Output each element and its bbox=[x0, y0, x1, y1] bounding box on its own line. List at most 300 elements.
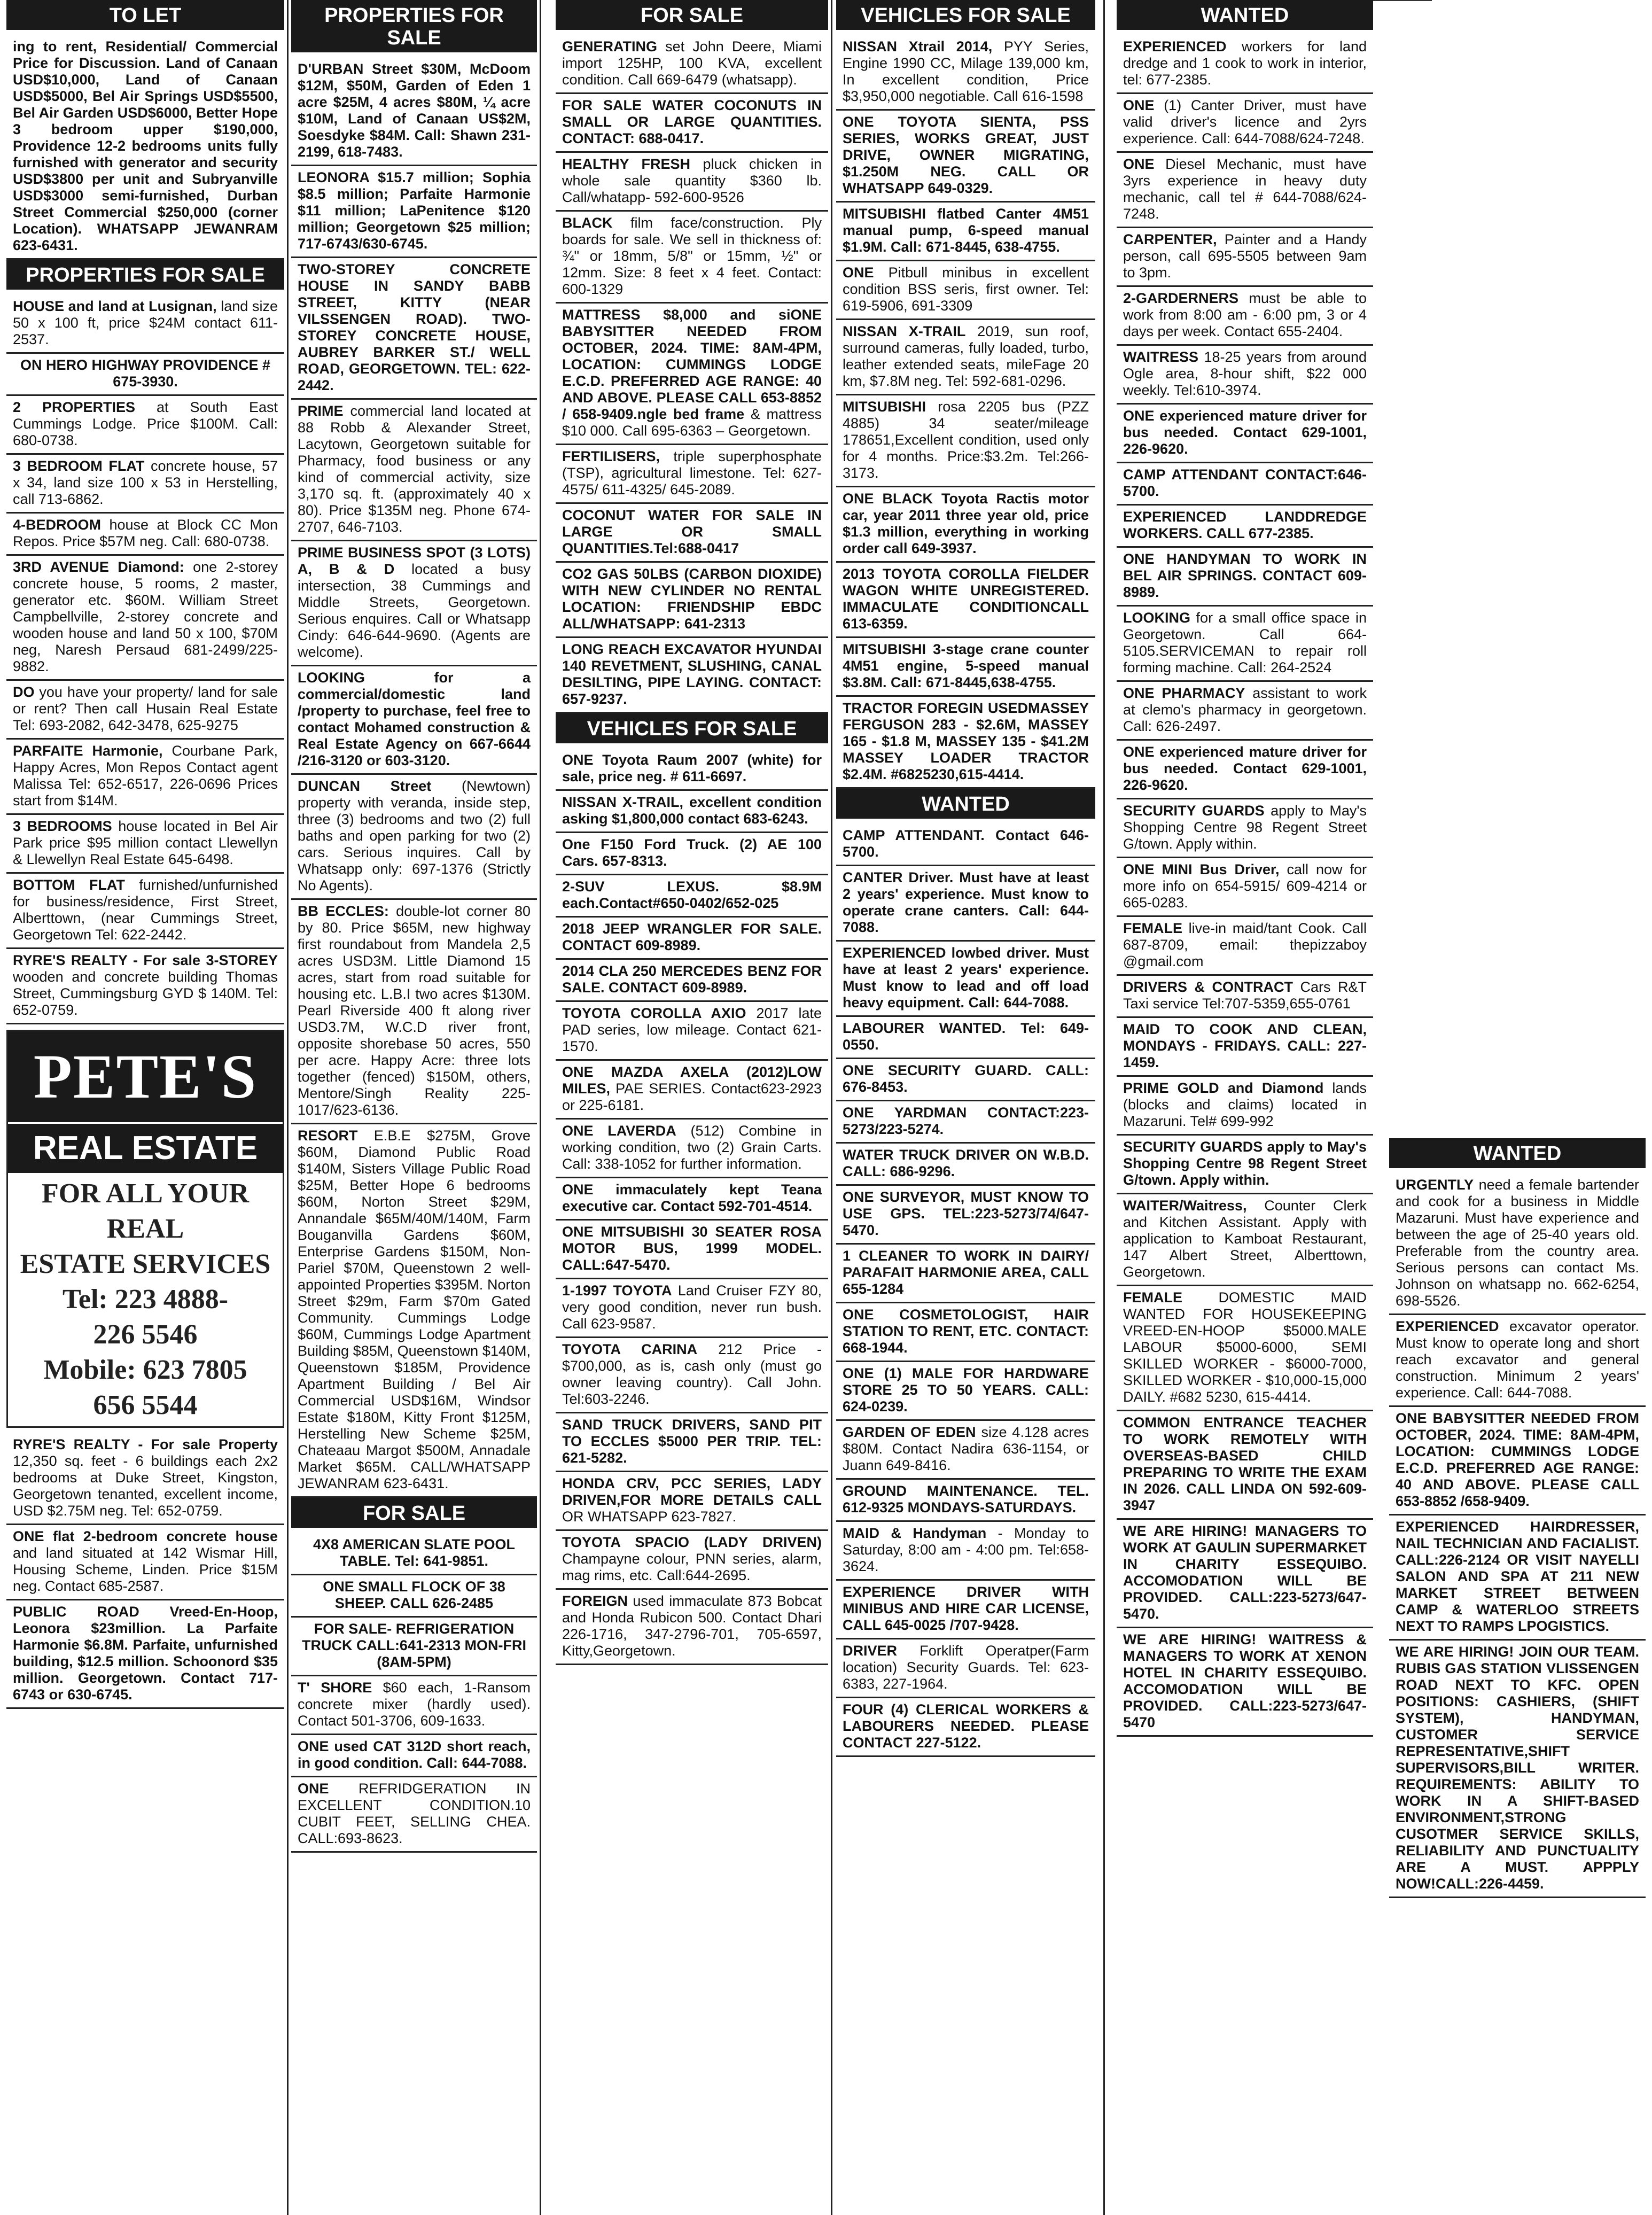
ad-body-text: at South East Cummings Lodge. Price $100M. Call: 680-0738. bbox=[13, 399, 278, 448]
classified-ad bbox=[556, 638, 828, 713]
ad-body-text: double-lot corner 80 by 80. Price $65M, new highway first roundabout from Mandela 2,5 acres USD3M. Little Diamond 15 acres, start from road suitable for housing etc. L.B.I two acres $130M. Pearl Riverside 400 ft along river USD3.7M, W.C.D river front, opposite shorebase 50 acres, 550 per acre. Happy Acre: three lots together (fenced) $150M, others, Mentore/Singh Reality 225-1017/623-6136. bbox=[298, 903, 531, 1118]
classified-ad bbox=[6, 35, 284, 260]
classified-ad bbox=[291, 400, 537, 541]
ad-lead-text: 3RD AVENUE Diamond: bbox=[13, 559, 184, 575]
ad-body-text: need a female bartender and cook for a business in Middle Mazaruni. Must have experience and between the age of 25-40 years old. Preferable from the country area. Serious persons can contact Ms. Johnson on whatsapp no. 662-6254, 698-5526. bbox=[1396, 1177, 1639, 1309]
classified-ad bbox=[556, 875, 828, 918]
ad-lead-text: FEMALE bbox=[1123, 1289, 1182, 1305]
ad-body-text: LOOKING for a commercial/domestic land /property to purchase, feel free to contact Mohamed construction & Real Estate Agency on 667-6644 /216-3120 or 603-3120. bbox=[298, 670, 531, 768]
ad-body-text: set John Deere, Miami import 125HP, 100 KVA, excellent condition. Call 669-6479 (whatsapp). bbox=[562, 38, 822, 88]
ad-lead-text: MATTRESS $8,000 and siONE BABYSITTER NEEDED FROM OCTOBER, 2024. TIME: 8AM-4PM, LOCATION: CUMMINGS LODGE E.C.D. PREFERRED AGE RANGE: 40 AND ABOVE. PLEASE CALL 653-8852 / 658-9409.ngle bed frame bbox=[562, 307, 822, 422]
ad-body-text: MITSUBISHI flatbed Canter 4M51 manual pump, 6-speed manual $1.9M. Call: 671-8445, 638-4755. bbox=[843, 206, 1089, 255]
ad-body-text: ONE Toyota Raum 2007 (white) for sale, price neg. # 611-6697. bbox=[562, 752, 822, 784]
classified-ad bbox=[1389, 1641, 1646, 1898]
ad-body-text: COCONUT WATER FOR SALE IN LARGE OR SMALL QUANTITIES.Tel:688-0417 bbox=[562, 507, 822, 556]
ad-body-text: and land situated at 142 Wismar Hill, Housing Scheme, Linden. Price $15M neg. Contact 685-2587. bbox=[13, 1545, 278, 1594]
ad-body-text: Diesel Mechanic, must have 3yrs experience in heavy duty mechanic, call tel # 644-7088/624-7248. bbox=[1123, 156, 1367, 222]
ad-lead-text: TOYOTA CARINA bbox=[562, 1341, 698, 1357]
classified-ad bbox=[1117, 976, 1373, 1018]
ad-body-text: ONE immaculately kept Teana executive car. Contact 592-701-4514. bbox=[562, 1182, 822, 1214]
ad-body-text: SECURITY GUARDS apply to May's Shopping Centre 98 Regent Street G/town. Apply within. bbox=[1123, 1139, 1367, 1188]
classified-ad bbox=[556, 1413, 828, 1472]
section-header: PROPERTIES FOR SALE bbox=[6, 260, 284, 290]
classified-ad bbox=[836, 320, 1095, 395]
classified-ad bbox=[1117, 1286, 1373, 1411]
classified-ad bbox=[836, 1245, 1095, 1303]
classified-ad bbox=[6, 815, 284, 874]
classified-ad bbox=[1117, 463, 1373, 506]
ad-lead-text: ONE bbox=[843, 265, 874, 281]
classified-ad bbox=[1117, 548, 1373, 607]
classified-ad bbox=[1117, 607, 1373, 682]
ad-body-text: Pitbull minibus in excellent condition BSS seris, first owner. Tel: 619-5906, 691-3309 bbox=[843, 265, 1089, 314]
ad-body-text: house at Block CC Mon Repos. Price $57M neg. Call: 680-0738. bbox=[13, 517, 278, 549]
ad-body-text: LEONORA $15.7 million; Sophia $8.5 million; Parfaite Harmonie $11 million; LaPenitence $120 million; Georgetown $25 million; 717-6743/630-6745. bbox=[298, 169, 531, 252]
classified-ad bbox=[1117, 35, 1373, 94]
column-6 bbox=[1389, 0, 1646, 2215]
classified-ad bbox=[836, 1144, 1095, 1186]
classified-ad bbox=[6, 1600, 284, 1709]
ad-body-text: PUBLIC ROAD Vreed-En-Hoop, Leonora $23million. La Parfaite Harmonie $6.8M. Parfaite, unfurnished building, $12.5 million. Schoonord $35 million. Georgetown. Contact 717-6743 or 630-6745. bbox=[13, 1604, 278, 1703]
classified-ad bbox=[836, 1581, 1095, 1639]
classified-ad bbox=[1389, 1173, 1646, 1315]
classified-ad bbox=[1117, 741, 1373, 799]
ad-body-text: workers for land dredge and 1 cook to work in interior, tel: 677-2385. bbox=[1123, 38, 1367, 88]
ad-body-text: ONE experienced mature driver for bus needed. Contact 629-1001, 226-9620. bbox=[1123, 744, 1367, 793]
ad-lead-text: EXPERIENCED bbox=[1396, 1318, 1499, 1334]
ad-body-text: SAND TRUCK DRIVERS, SAND PIT TO ECCLES $5000 PER TRIP. TEL: 621-5282. bbox=[562, 1417, 822, 1466]
classified-ad bbox=[1117, 858, 1373, 917]
ad-body-text: WE ARE HIRING! JOIN OUR TEAM. RUBIS GAS STATION VLISSENGEN ROAD NEXT TO KFC. OPEN POSITIONS: CASHIERS, (SHIFT SYSTEM), HANDYMAN, CUSTOMER SERVICE REPRESENTATIVE,SHIFT SUPERVISORS,BILL WRITER. REQUIREMENTS: ABILITY TO WORK IN A SHIFT-BASED ENVIRONMENT,STRONG CUSOTMER SERVICE SKILLS, RELIABILITY AND PUNCTUALITY ARE A MUST. APPPLY NOW!CALL:226-4459. bbox=[1396, 1644, 1639, 1892]
ad-body-text: concrete house, 57 x 34, land size 100 x 53 in Herstelling, call 713-6862. bbox=[13, 458, 278, 507]
classified-ad bbox=[556, 1120, 828, 1178]
ad-lead-text: DRIVER bbox=[843, 1643, 898, 1659]
classified-ad bbox=[6, 1525, 284, 1600]
ad-body-text: ONE BLACK Toyota Ractis motor car, year 2011 three year old, price $1.3 million, everything in working order call 649-3937. bbox=[843, 491, 1089, 556]
classified-ad bbox=[1389, 1315, 1646, 1407]
ad-lead-text: ONE flat 2-bedroom concrete house bbox=[13, 1528, 278, 1544]
ad-body-text: PAE SERIES. Contact623-2923 or 225-6181. bbox=[562, 1081, 822, 1113]
ad-body-text: MAID TO COOK AND CLEAN, MONDAYS - FRIDAYS. CALL: 227-1459. bbox=[1123, 1021, 1367, 1070]
ad-body-text: 2-SUV LEXUS. $8.9M each.Contact#650-0402/652-025 bbox=[562, 879, 822, 911]
classified-ad bbox=[291, 1777, 537, 1853]
column-4 bbox=[836, 0, 1095, 2215]
classified-ad bbox=[1117, 682, 1373, 741]
column-rule bbox=[540, 0, 541, 2215]
classified-ad bbox=[6, 874, 284, 949]
classified-ad bbox=[1117, 1018, 1373, 1077]
ad-body-text: film face/construction. Ply boards for sale. We sell in thickness of: ¾" or 18mm, 5/8" or 15mm, ½" or 12mm. Size: 8 feet x 4 feet. Contact: 600-1329 bbox=[562, 215, 822, 297]
classified-ad bbox=[556, 960, 828, 1002]
classified-ad bbox=[291, 541, 537, 666]
column-rule bbox=[287, 0, 289, 2215]
ad-lead-text: 2-GARDERNERS bbox=[1123, 290, 1239, 306]
advert-line: FOR ALL YOUR REAL bbox=[41, 1178, 250, 1244]
ad-body-text: located a busy intersection, 38 Cummings and Middle Streets, Georgetown. Serious enquires. Call or Whatsapp Cindy: 646-644-9690. (Agents are welcome). bbox=[298, 561, 531, 660]
advert-line: 656 5544 bbox=[93, 1390, 198, 1420]
ad-body-text: OR WHATSAPP 623-7827. bbox=[562, 1509, 737, 1525]
classified-ad bbox=[836, 1639, 1095, 1698]
classified-ad bbox=[836, 1017, 1095, 1059]
classified-ad bbox=[6, 556, 284, 681]
ad-body-text: ONE TOYOTA SIENTA, PSS SERIES, WORKS GREAT, JUST DRIVE, OWNER MIGRATING, $1.250M NEG. CALL OR WHATSAPP 649-0329. bbox=[843, 114, 1089, 196]
ad-body-text: CANTER Driver. Must have at least 2 years' experience. Must know to operate crane canters. Call: 644-7088. bbox=[843, 869, 1089, 935]
section-header: TO LET bbox=[6, 0, 284, 30]
ad-lead-text: 3 BEDROOMS bbox=[13, 818, 112, 834]
ad-lead-text: TOYOTA COROLLA AXIO bbox=[562, 1005, 746, 1021]
ad-lead-text: NISSAN X-TRAIL bbox=[843, 323, 966, 339]
ad-body-text: DOMESTIC MAID WANTED FOR HOUSEKEEPING VREED-EN-HOOP $5000.MALE LABOUR $5000-6000, SEMI SKILLED WORKER - $6000-7000, SKILLED WORKER - $10,000-15,000 DAILY. #682 5230, 615-4414. bbox=[1123, 1289, 1367, 1405]
section-header: VEHICLES FOR SALE bbox=[836, 0, 1095, 30]
classified-ad bbox=[1117, 1628, 1373, 1737]
ad-body-text: ing to rent, Residential/ Commercial Price for Discussion. Land of Canaan USD$10,000, Land of Canaan USD$5000, Bel Air Springs USD$5500, Bel Air Garden USD$6000, Better Hope 3 bedroom upper $190,000, Providence 12-2 bedrooms units fully furnished with generator and security USD$3800 per unit and Subryanville USD$3000 semi-furnished, Durban Street Commercial $250,000 (corner Location). WHATSAPP JEWANRAM 623-6431. bbox=[13, 38, 278, 253]
ad-body-text: one 2-storey concrete house, 5 rooms, 2 master, generator etc. $60M. William Street Campbellville, 2-storey concrete and wooden house and land 50 x 100, $70M neg, Naresh Persaud 681-2499/225-9882. bbox=[13, 559, 278, 674]
classified-ad bbox=[556, 153, 828, 212]
ad-body-text: ONE SURVEYOR, MUST KNOW TO USE GPS. TEL:223-5273/74/647-5470. bbox=[843, 1189, 1089, 1238]
classified-ad bbox=[1117, 1136, 1373, 1194]
ad-body-text: used immaculate 873 Bobcat and Honda Rubicon 500. Contact Dhari 226-1716, 347-2796-701, 705-6597, Kitty,Georgetown. bbox=[562, 1593, 822, 1659]
classified-ad bbox=[556, 918, 828, 960]
petes-real-estate-advert bbox=[6, 1030, 284, 1428]
advert-line: 226 5546 bbox=[93, 1319, 198, 1350]
ad-body-text: ONE HANDYMAN TO WORK IN BEL AIR SPRINGS. CONTACT 609-8989. bbox=[1123, 551, 1367, 600]
ad-body-text: Cars R&T Taxi service Tel:707-5359,655-0761 bbox=[1123, 979, 1367, 1012]
ad-lead-text: EXPERIENCED bbox=[1123, 38, 1227, 55]
classified-ad bbox=[556, 1472, 828, 1531]
ad-lead-text: GARDEN OF EDEN bbox=[843, 1424, 976, 1440]
classified-ad bbox=[556, 1178, 828, 1221]
classified-ad bbox=[836, 1522, 1095, 1581]
ad-lead-text: SECURITY GUARDS bbox=[1123, 803, 1265, 819]
section-header: WANTED bbox=[1117, 0, 1373, 30]
ad-body-text: must be able to work from 8:00 am - 6:00 pm, 3 or 4 days per week. Contact 655-2404. bbox=[1123, 290, 1367, 339]
ad-body-text: WE ARE HIRING! WAITRESS & MANAGERS TO WORK AT XENON HOTEL IN CHARITY ESSEQUIBO. ACCOMODATION WILL BE PROVIDED. CALL:223-5273/647-5470 bbox=[1123, 1631, 1367, 1730]
classified-ad bbox=[556, 749, 828, 791]
ad-body-text: 212 Price - $700,000, as is, cash only (must go owner leaving country). Call John. Tel:603-2246. bbox=[562, 1341, 822, 1407]
ad-lead-text: FERTILISERS, bbox=[562, 448, 660, 464]
ad-lead-text: ONE MAZDA AXELA (2012)LOW MILES, bbox=[562, 1064, 822, 1097]
ad-body-text: Courbane Park, Happy Acres, Mon Repos Contact agent Malissa Tel: 652-6517, 226-0696 Prices start from $14M. bbox=[13, 743, 278, 809]
classified-ad bbox=[291, 1124, 537, 1498]
ad-body-text: 2018 JEEP WRANGLER FOR SALE. CONTACT 609-8989. bbox=[562, 921, 822, 953]
ad-body-text: LABOURER WANTED. Tel: 649-0550. bbox=[843, 1020, 1089, 1053]
ad-body-text: excavator operator. Must know to operate long and short reach excavator and general construction. Minimum 2 years' experience. Call: 644-7088. bbox=[1396, 1318, 1639, 1401]
ad-body-text: live-in maid/tant Cook. Call 687-8709, email: thepizzaboy @gmail.com bbox=[1123, 920, 1367, 969]
ad-lead-text: 1-1997 TOYOTA bbox=[562, 1283, 672, 1299]
classified-ad bbox=[1117, 917, 1373, 976]
ad-lead-text: MAID & Handyman bbox=[843, 1525, 987, 1541]
ad-lead-text: URGENTLY bbox=[1396, 1177, 1474, 1193]
ad-body-text: Painter and a Handy person, call 695-5505 between 9am to 3pm. bbox=[1123, 231, 1367, 281]
column-1 bbox=[6, 0, 284, 2215]
ad-lead-text: ONE MINI Bus Driver, bbox=[1123, 861, 1280, 877]
ad-body-text: 2017 late PAD series, low mileage. Contact 621-1570. bbox=[562, 1005, 822, 1054]
section-header: WANTED bbox=[1389, 1138, 1646, 1168]
ad-body-text: PYY Series, Engine 1990 CC, Milage 139,000 km, In excellent condition, Price $3,950,000 negotiable. Call 616-1598 bbox=[843, 38, 1089, 104]
ad-body-text: for a small office space in Georgetown. Call 664-5105.SERVICEMAN to repair roll forming machine. Call: 264-2524 bbox=[1123, 610, 1367, 675]
ad-body-text: FOR SALE WATER COCONUTS IN SMALL OR LARGE QUANTITIES. CONTACT: 688-0417. bbox=[562, 97, 822, 146]
classified-ad bbox=[1389, 1515, 1646, 1641]
classified-ad bbox=[556, 1531, 828, 1590]
ad-lead-text: WAITER/Waitress, bbox=[1123, 1198, 1247, 1214]
ad-body-text: ONE SECURITY GUARD. CALL: 676-8453. bbox=[843, 1062, 1089, 1095]
classified-ad bbox=[556, 35, 828, 94]
advert-logo-wordmark: PETE'S bbox=[8, 1031, 283, 1122]
classified-ad bbox=[836, 1421, 1095, 1480]
classified-ad bbox=[836, 1480, 1095, 1522]
ad-lead-text: RESORT bbox=[298, 1128, 358, 1144]
ad-body-text: - Monday to Saturday, 8:00 am - 4:00 pm. Tel:658-3624. bbox=[843, 1525, 1089, 1574]
ad-body-text: apply to May's Shopping Centre 98 Regent Street G/town. Apply within. bbox=[1123, 803, 1367, 852]
classified-ad bbox=[836, 487, 1095, 563]
ad-body-text: ONE YARDMAN CONTACT:223-5273/223-5274. bbox=[843, 1105, 1089, 1137]
classified-ad bbox=[556, 304, 828, 445]
section-header: FOR SALE bbox=[291, 1498, 537, 1528]
classified-ad bbox=[836, 203, 1095, 261]
ad-body-text: 4X8 AMERICAN SLATE POOL TABLE. Tel: 641-9851. bbox=[313, 1536, 516, 1569]
ad-body-text: Forklift Operatper(Farm location) Security Guards. Tel: 623-6383, 227-1964. bbox=[843, 1643, 1089, 1692]
section-header: FOR SALE bbox=[556, 0, 828, 30]
ad-body-text: EXPERIENCED lowbed driver. Must have at least 2 years' experience. Must know to lead and off load heavy equipment. Call: 644-7088. bbox=[843, 945, 1089, 1011]
classified-ad bbox=[1117, 153, 1373, 228]
ad-lead-text: RYRE'S REALTY - For sale 3-STOREY bbox=[13, 952, 278, 968]
ad-body-text: 2014 CLA 250 MERCEDES BENZ FOR SALE. CONTACT 609-8989. bbox=[562, 963, 822, 996]
ad-body-text: ONE MITSUBISHI 30 SEATER ROSA MOTOR BUS, 1999 MODEL. CALL:647-5470. bbox=[562, 1224, 822, 1273]
classified-ad bbox=[1117, 1411, 1373, 1520]
ad-body-text: (1) Canter Driver, must have valid driver's licence and 2yrs experience. Call: 644-7088/624-7248. bbox=[1123, 97, 1367, 146]
ad-body-text: ONE (1) MALE FOR HARDWARE STORE 25 TO 50 YEARS. CALL: 624-0239. bbox=[843, 1365, 1089, 1415]
ad-body-text: triple superphosphate (TSP), agricultural limestone. Tel: 627-4575/ 611-4325/ 645-2089. bbox=[562, 448, 822, 498]
ad-body-text: call now for more info on 654-5915/ 609-4214 or 665-0283. bbox=[1123, 861, 1367, 911]
ad-body-text: (Newtown) property with veranda, inside step, three (3) bedrooms and two (2) full baths and open parking for two (2) cars. Serious inquires. Call by Whatsapp only: 697-1376 (Strictly No Agents). bbox=[298, 778, 531, 893]
ad-body-text: size 4.128 acres $80M. Contact Nadira 636-1154, or Juann 649-8416. bbox=[843, 1424, 1089, 1473]
classified-ad bbox=[556, 1279, 828, 1338]
classified-ad bbox=[836, 1362, 1095, 1421]
classified-ad bbox=[836, 942, 1095, 1017]
classified-ad bbox=[556, 1338, 828, 1413]
ad-lead-text: LOOKING bbox=[1123, 610, 1190, 626]
classified-ad bbox=[836, 824, 1095, 866]
classified-ad bbox=[556, 833, 828, 875]
ad-lead-text: PARFAITE Harmonie, bbox=[13, 743, 163, 759]
classified-ad bbox=[1117, 287, 1373, 346]
section-header: VEHICLES FOR SALE bbox=[556, 713, 828, 743]
column-3 bbox=[556, 0, 828, 2215]
classified-ad bbox=[836, 1186, 1095, 1245]
classified-ad bbox=[556, 563, 828, 638]
ad-body-text: 12,350 sq. feet - 6 buildings each 2x2 bedrooms at Duke Street, Kingston, Georgetown tenanted, excellent income, USD $2.75M neg. Tel: 652-0759. bbox=[13, 1453, 278, 1519]
ad-lead-text: BLACK bbox=[562, 215, 613, 231]
ad-body-text: pluck chicken in whole sale quantity $360 lb. Call/whatapp- 592-600-9526 bbox=[562, 156, 822, 205]
classified-ad bbox=[291, 1735, 537, 1777]
ad-lead-text: HONDA CRV, PCC SERIES, LADY DRIVEN,FOR MORE DETAILS CALL bbox=[562, 1475, 822, 1508]
classified-ad bbox=[836, 35, 1095, 111]
ad-lead-text: WAITRESS bbox=[1123, 349, 1199, 365]
ad-lead-text: HEALTHY FRESH bbox=[562, 156, 690, 172]
ad-body-text: Counter Clerk and Kitchen Assistant. Apply with application to Kamboat Restaurant, 147 Albert Street, Alberttown, Georgetown. bbox=[1123, 1198, 1367, 1280]
column-5 bbox=[1117, 0, 1373, 2215]
ad-body-text: CAMP ATTENDANT CONTACT:646-5700. bbox=[1123, 467, 1367, 499]
ad-lead-text: PRIME bbox=[298, 403, 344, 419]
classified-ad bbox=[6, 514, 284, 556]
classified-ad bbox=[556, 94, 828, 153]
classified-ad bbox=[291, 900, 537, 1124]
ad-lead-text: ONE PHARMACY bbox=[1123, 685, 1245, 701]
ad-body-text: WE ARE HIRING! MANAGERS TO WORK AT GAULIN SUPERMARKET IN CHARITY ESSEQUIBO. ACCOMODATION WILL BE PROVIDED. CALL:223-5273/647-5470. bbox=[1123, 1523, 1367, 1622]
ad-body-text: FOUR (4) CLERICAL WORKERS & LABOURERS NEEDED. PLEASE CONTACT 227-5122. bbox=[843, 1701, 1089, 1751]
ad-lead-text: BB ECCLES: bbox=[298, 903, 389, 919]
ad-body-text: CAMP ATTENDANT. Contact 646-5700. bbox=[843, 827, 1089, 860]
ad-lead-text: BOTTOM FLAT bbox=[13, 877, 125, 893]
ad-body-text: TRACTOR FOREGIN USEDMASSEY FERGUSON 283 - $2.6M, MASSEY 165 - $1.8 M, MASSEY 135 - $41.2M MASSEY LOADER TRACTOR $2.4M. #6825230,615-4414. bbox=[843, 700, 1089, 782]
advert-line: ESTATE SERVICES bbox=[20, 1249, 271, 1279]
classified-ad bbox=[1117, 346, 1373, 405]
classified-ad bbox=[556, 791, 828, 833]
ad-lead-text: TOYOTA SPACIO (LADY DRIVEN) bbox=[562, 1534, 822, 1550]
ad-lead-text: PRIME GOLD and Diamond bbox=[1123, 1080, 1324, 1096]
classified-ad bbox=[556, 212, 828, 304]
ad-lead-text: DUNCAN Street bbox=[298, 778, 432, 794]
classified-ad bbox=[836, 111, 1095, 203]
ad-lead-text: RYRE'S REALTY - For sale Property bbox=[13, 1436, 278, 1452]
classified-ad bbox=[6, 295, 284, 354]
ad-lead-text: GENERATING bbox=[562, 38, 658, 55]
ad-lead-text: DO bbox=[13, 684, 35, 700]
ad-body-text: One F150 Ford Truck. (2) AE 100 Cars. 657-8313. bbox=[562, 836, 822, 869]
ad-lead-text: DRIVERS & CONTRACT bbox=[1123, 979, 1293, 995]
ad-body-text: NISSAN X-TRAIL, excellent condition asking $1,800,000 contact 683-6243. bbox=[562, 794, 822, 827]
ad-body-text: 2013 TOYOTA COROLLA FIELDER WAGON WHITE UNREGISTERED. IMMACULATE CONDITIONCALL 613-6359. bbox=[843, 566, 1089, 632]
ad-body-text: Land Cruiser FZY 80, very good condition, never run bush. Call 623-9587. bbox=[562, 1283, 822, 1332]
ad-body-text: EXPERIENCE DRIVER WITH MINIBUS AND HIRE CAR LICENSE, CALL 645-0025 /707-9428. bbox=[843, 1584, 1089, 1633]
ad-body-text: D'URBAN Street $30M, McDoom $12M, $50M, Garden of Eden 1 acre $25M, 4 acres $80M, ¼ acre $10M, Land of Canaan US$2M, Soesdyke $84M. Call: Shawn 231-2199, 618-7483. bbox=[298, 61, 531, 160]
ad-lead-text: 4-BEDROOM bbox=[13, 517, 102, 533]
classified-ad bbox=[836, 1303, 1095, 1362]
classified-ad bbox=[836, 1101, 1095, 1144]
classified-ad bbox=[6, 396, 284, 455]
classified-ad bbox=[1117, 405, 1373, 463]
advert-line: Mobile: 623 7805 bbox=[43, 1355, 247, 1385]
classified-ad bbox=[1389, 1407, 1646, 1515]
ad-body-text: ONE BABYSITTER NEEDED FROM OCTOBER, 2024. TIME: 8AM-4PM, LOCATION: CUMMINGS LODGE E.C.D. PREFERRED AGE RANGE: 40 AND ABOVE. PLEASE CALL 653-8852 /658-9409. bbox=[1396, 1410, 1639, 1509]
classified-ad bbox=[836, 697, 1095, 789]
classified-ad bbox=[1117, 94, 1373, 153]
ad-body-text: wooden and concrete building Thomas Street, Cummingsburg GYD $ 140M. Tel: 652-0759. bbox=[13, 969, 278, 1018]
ad-body-text: CO2 GAS 50LBS (CARBON DIOXIDE) WITH NEW CYLINDER NO RENTAL LOCATION: FRIENDSHIP EBDC ALL/WHATSAPP: 641-2313 bbox=[562, 566, 822, 632]
classified-ad bbox=[556, 504, 828, 563]
classified-ad bbox=[291, 1618, 537, 1676]
advert-logo-subtitle: REAL ESTATE bbox=[8, 1122, 283, 1173]
ad-body-text: & mattress $10 000. Call 695-6363 – Georgetown. bbox=[562, 406, 822, 439]
classified-ad bbox=[836, 261, 1095, 320]
section-header: PROPERTIES FOR SALE bbox=[291, 0, 537, 52]
classified-ad bbox=[6, 949, 284, 1024]
ad-lead-text: HOUSE and land at Lusignan, bbox=[13, 298, 217, 314]
classified-ad bbox=[836, 866, 1095, 942]
ad-lead-text: T' SHORE bbox=[298, 1680, 372, 1696]
ad-body-text: you have your property/ land for sale or rent? Then call Husain Real Estate Tel: 693-2082, 642-3478, 625-9275 bbox=[13, 684, 278, 733]
ad-body-text: ONE COSMETOLOGIST, HAIR STATION TO RENT, ETC. CONTACT: 668-1944. bbox=[843, 1307, 1089, 1356]
ad-body-text: Champayne colour, PNN series, alarm, mag rims, etc. Call:644-2695. bbox=[562, 1551, 822, 1583]
classified-ad bbox=[556, 1221, 828, 1279]
classified-ad bbox=[1117, 506, 1373, 548]
ad-body-text: house located in Bel Air Park price $95 million contact Llewellyn & Llewellyn Real Estate 645-6498. bbox=[13, 818, 278, 867]
ad-lead-text: 2 PROPERTIES bbox=[13, 399, 136, 415]
classified-ad bbox=[291, 1575, 537, 1618]
ad-lead-text: ONE bbox=[1123, 156, 1155, 172]
classified-ad bbox=[836, 563, 1095, 638]
ad-body-text: land size 50 x 100 ft, price $24M contact 611-2537. bbox=[13, 298, 278, 347]
column-rule bbox=[1103, 0, 1105, 2215]
ad-lead-text: ONE bbox=[298, 1781, 329, 1797]
ad-body-text: MITSUBISHI 3-stage crane counter 4M51 engine, 5-speed manual $3.8M. Call: 671-8445,638-4755. bbox=[843, 641, 1089, 690]
classified-ad bbox=[291, 666, 537, 775]
ad-lead-text: PRIME BUSINESS SPOT (3 LOTS) A, B & D bbox=[298, 545, 531, 577]
classified-ad bbox=[1117, 228, 1373, 287]
classified-ad bbox=[556, 1002, 828, 1061]
ad-body-text: WATER TRUCK DRIVER ON W.B.D. CALL: 686-9296. bbox=[843, 1147, 1089, 1179]
ad-lead-text: NISSAN Xtrail 2014, bbox=[843, 38, 993, 55]
classified-ad bbox=[1117, 799, 1373, 858]
ad-body-text: FOR SALE- REFRIGERATION TRUCK CALL:641-2313 MON-FRI (8AM-5PM) bbox=[301, 1621, 527, 1670]
ad-body-text: furnished/unfurnished for business/residence, First Street, Alberttown, (near Cummings Street, Georgetown Tel: 622-2442. bbox=[13, 877, 278, 943]
classified-ad bbox=[291, 166, 537, 258]
ad-body-text: assistant to work at clemo's pharmacy in georgetown. Call: 626-2497. bbox=[1123, 685, 1367, 734]
ad-body-text: $60 each, 1-Ransom concrete mixer (hardly used). Contact 501-3706, 609-1633. bbox=[298, 1680, 531, 1729]
ad-body-text: lands (blocks and claims) located in Mazaruni. Tel# 699-992 bbox=[1123, 1080, 1367, 1129]
classified-ad bbox=[1117, 1520, 1373, 1628]
ad-body-text: ONE used CAT 312D short reach, in good condition. Call: 644-7088. bbox=[298, 1738, 531, 1771]
ad-body-text: GROUND MAINTENANCE. TEL. 612-9325 MONDAYS-SATURDAYS. bbox=[843, 1483, 1089, 1515]
ad-body-text: E.B.E $275M, Grove $60M, Diamond Public Road $140M, Sisters Village Public Road $25M, Better Hope 6 bedrooms $60M, Norton Street $29M, Annandale $65M/40M/140M, Farm Bouganvilla Gardens $60M, Enterprise Gardens $150M, Non-Pariel $70M, Queenstown 2 well-appointed Properties $395M. Norton Street $29m, Farm $70m Gated Community. Cummings Lodge $60M, Cummings Lodge Apartment Building $85M, Queenstown $140M, Queenstown $185M, Providence Apartment Building / Bel Air Commercial USD$16M, Windsor Estate $180M, Kitty Front $125M, Herstelling New Scheme $25M, Chateaau Margot $500M, Annadale Market $65M. CALL/WHATSAPP JEWANRAM 623-6431. bbox=[298, 1128, 531, 1491]
classified-ad bbox=[6, 740, 284, 815]
ad-body-text: commercial land located at 88 Robb & Alexander Street, Lacytown, Georgetown suitable for Pharmacy, food business or any kind of commercial activity, size 3,170 sq. ft. (approximately 40 x 80). Price $135M neg. Phone 674-2707, 646-7103. bbox=[298, 403, 531, 535]
column-rule bbox=[831, 0, 832, 2215]
ad-body-text: EXPERIENCED LANDDREDGE WORKERS. CALL 677-2385. bbox=[1123, 509, 1367, 541]
ad-body-text: REFRIDGERATION IN EXCELLENT CONDITION.10 CUBIT FEET, SELLING CHEA. CALL:693-8623. bbox=[298, 1781, 531, 1846]
classified-ad bbox=[556, 1061, 828, 1120]
ad-body-text: EXPERIENCED HAIRDRESSER, NAIL TECHNICIAN AND FACIALIST. CALL:226-2124 OR VISIT NAYELLI SALON AND SPA AT 211 NEW MARKET STREET BETWEEN CAMP & WATERLOO STREETS NEXT TO RAMPS LPOGISTICS. bbox=[1396, 1519, 1639, 1634]
classified-ad bbox=[291, 1533, 537, 1575]
classified-ad bbox=[6, 354, 284, 396]
ad-body-text: ONE SMALL FLOCK OF 38 SHEEP. CALL 626-2485 bbox=[323, 1579, 505, 1611]
ad-lead-text: FOREIGN bbox=[562, 1593, 628, 1609]
classified-ad bbox=[836, 1698, 1095, 1757]
classified-ad bbox=[6, 681, 284, 740]
classified-ad bbox=[836, 395, 1095, 487]
classified-ad bbox=[6, 1433, 284, 1525]
ad-body-text: COMMON ENTRANCE TEACHER TO WORK REMOTELY WITH OVERSEAS-BASED CHILD PREPARING TO WRITE THE EXAM IN 2026. CALL LINDA ON 592-609-3947 bbox=[1123, 1415, 1367, 1513]
ad-lead-text: ONE LAVERDA bbox=[562, 1123, 676, 1139]
advert-line: Tel: 223 4888- bbox=[62, 1284, 229, 1315]
classified-ad bbox=[556, 445, 828, 504]
classified-ad bbox=[836, 638, 1095, 697]
ad-lead-text: MITSUBISHI bbox=[843, 399, 926, 415]
classified-ad bbox=[1117, 1077, 1373, 1136]
classified-ad bbox=[291, 1676, 537, 1735]
ad-body-text: rosa 2205 bus (PZZ 4885) 34 seater/mileage 178651,Excellent condition, used only for 4 months. Price:$3.2m. Tel:266-3173. bbox=[843, 399, 1089, 481]
classified-ad bbox=[1117, 1194, 1373, 1286]
ad-body-text: 18-25 years from around Ogle area, 8-hour shift, $22 000 weekly. Tel:610-3974. bbox=[1123, 349, 1367, 398]
ad-body-text: 1 CLEANER TO WORK IN DAIRY/ PARAFAIT HARMONIE AREA, CALL 655-1284 bbox=[843, 1248, 1089, 1297]
classified-ad bbox=[291, 258, 537, 400]
ad-lead-text: 3 BEDROOM FLAT bbox=[13, 458, 145, 474]
column-2 bbox=[291, 0, 537, 2215]
classified-ad bbox=[6, 455, 284, 514]
ad-body-text: TWO-STOREY CONCRETE HOUSE IN SANDY BABB STREET, KITTY (NEAR VILSSENGEN ROAD). TWO-STOREY CONCRETE HOUSE, AUBREY BARKER ST./ WELL ROAD, GEORGETOWN. TEL: 622-2442. bbox=[298, 261, 531, 393]
ad-body-text: (512) Combine in working condition, two (2) Grain Carts. Call: 338-1052 for further information. bbox=[562, 1123, 822, 1172]
ad-body-text: 2019, sun roof, surround cameras, fully loaded, turbo, leather extended seats, mileFage 20 km, $7.8M neg. Tel: 592-681-0296. bbox=[843, 323, 1089, 389]
